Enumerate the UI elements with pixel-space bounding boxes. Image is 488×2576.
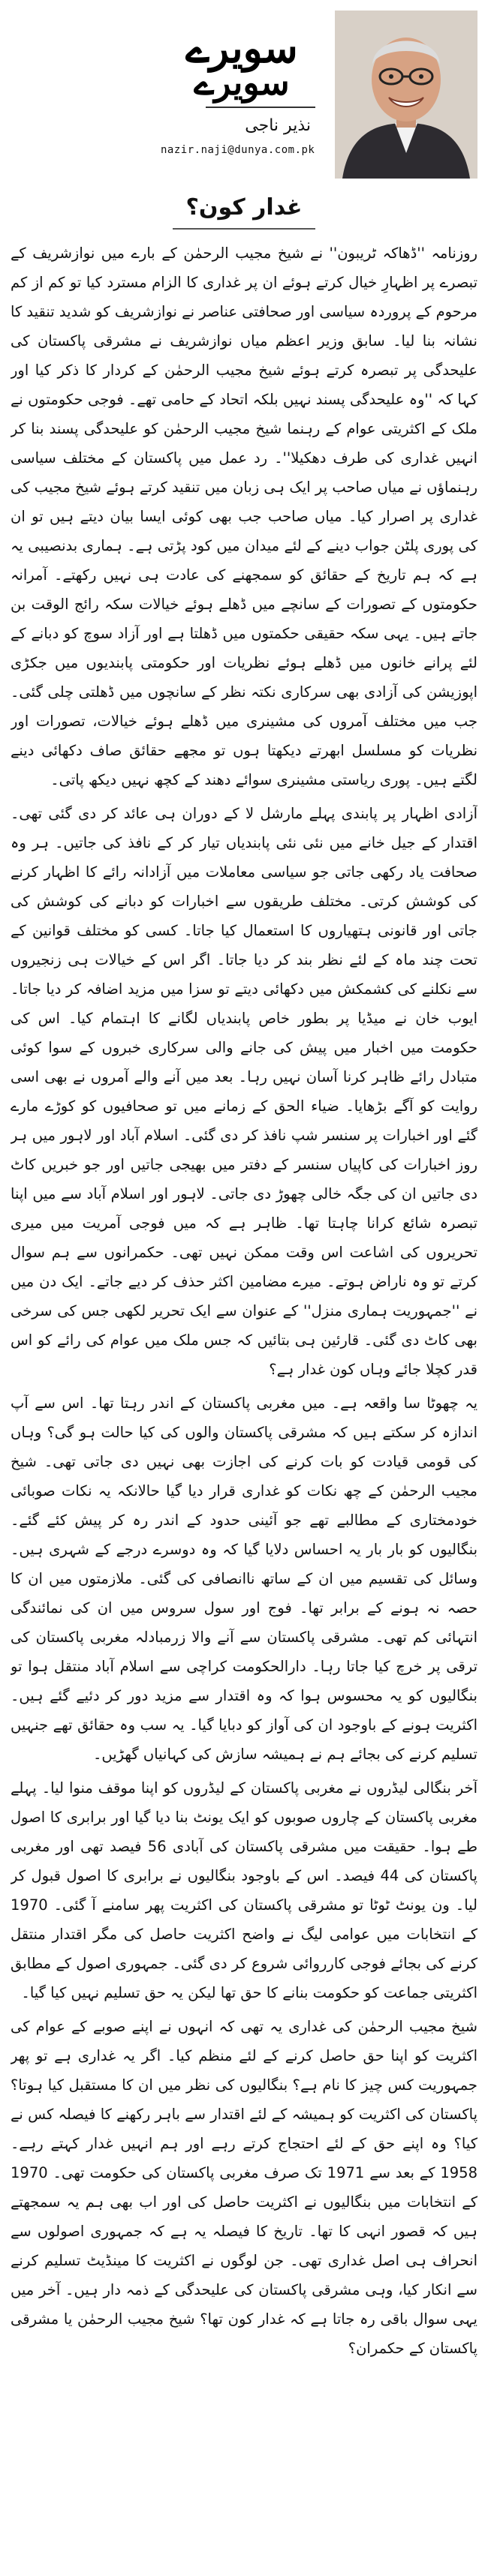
brand-divider [206, 107, 315, 108]
author-email[interactable]: nazir.naji@dunya.com.pk [161, 144, 315, 156]
column-header [0, 0, 488, 185]
article-paragraph: یہ چھوٹا سا واقعہ ہے۔ میں مغربی پاکستان کے اندر رہتا تھا۔ اس سے آپ اندازہ کر سکتے ہیں کہ مشرقی پاکستان والوں کی کیا حالت ہو گی؟ وہاں کی قومی قیادت کو بات کرنے کی اجازت بھی نہیں دی جاتی تھی۔ شیخ مجیب الرحمٰن کے چھ نکات کو غداری قرار دیا گیا حالانکہ یہ نکات صوبائی خودمختاری کے مطالبے تھے جو آئینی حدود کے اندر رہ کر پیش کئے گئے۔ بنگالیوں کو بار بار یہ احساس دلایا گیا کہ وہ دوسرے درجے کے شہری ہیں۔ وسائل کی تقسیم میں ان کے ساتھ ناانصافی کی گئی۔ ملازمتوں میں ان کا حصہ نہ ہونے کے برابر تھا۔ فوج اور سول سروس میں ان کی نمائندگی انتہائی کم تھی۔ مشرقی پاکستان سے آنے والا زرمبادلہ مغربی پاکستان کی ترقی پر خرچ کیا جاتا رہا۔ دارالحکومت کراچی سے اسلام آباد منتقل ہوا تو بنگالیوں کو یہ محسوس ہوا کہ وہ اقتدار سے مزید دور کر دئیے گئے ہیں۔ اکثریت ہونے کے باوجود ان کی آواز کو دبایا گیا۔ یہ سب وہ حقائق تھے جنہیں تسلیم کرنے کی بجائے ہم نے ہمیشہ سازش کی کہانیاں گھڑیں۔ [11, 1395, 477, 1763]
author-portrait-icon [335, 11, 477, 179]
column-name-line1: سویرے [185, 24, 298, 72]
title-divider [173, 228, 315, 230]
author-name: نذیر ناجی [245, 116, 311, 135]
article-paragraph: آخر بنگالی لیڈروں نے مغربی پاکستان کے لیڈروں کو اپنا موقف منوا لیا۔ پہلے مغربی پاکستان کے چاروں صوبوں کو ایک یونٹ بنا دیا گیا اور برابری کا اصول طے ہوا۔ حقیقت میں مشرقی پاکستان کی آبادی 56 فیصد تھی اور مغربی پاکستان کی 44 فیصد۔ اس کے باوجود بنگالیوں نے برابری کا اصول قبول کر لیا۔ ون یونٹ ٹوٹا تو مشرقی پاکستان کی اکثریت پھر سامنے آ گئی۔ 1970 کے انتخابات میں عوامی لیگ نے واضح اکثریت حاصل کی مگر اقتدار منتقل کرنے کی بجائے فوجی کارروائی شروع کر دی گئی۔ جمہوری اصول کے مطابق اکثریتی جماعت کو حکومت بنانے کا حق تھا لیکن یہ حق تسلیم نہیں کیا گیا۔ [11, 1779, 477, 2001]
article-paragraph: آزادی اظہار پر پابندی پہلے مارشل لا کے دوران ہی عائد کر دی گئی تھی۔ اقتدار کے جیل خانے میں نئی نئی پابندیاں تیار کر کے نافذ کی جاتیں۔ ہر وہ صحافت یاد رکھی جاتی جو سیاسی معاملات میں آزادانہ رائے کا اظہار کرنے کی کوشش کرتی۔ مختلف طریقوں سے اخبارات کو دبانے کی کوشش کی جاتی اور قانونی ہتھیاروں کا استعمال کیا جاتا۔ کسی کو مختلف قوانین کے تحت چند ماہ کے لئے نظر بند کر دیا جاتا۔ اگر اس کے خیالات ہی زنجیروں سے نکلنے کی کشمکش میں دکھائی دیتے تو سزا میں مزید اضافہ کر دیا جاتا۔ ایوب خان نے میڈیا پر بطور خاص پابندیاں لگانے کا اہتمام کیا۔ اس کی حکومت میں اخبار میں پیش کی جانے والی سرکاری خبروں کے سوا کوئی متبادل رائے ظاہر کرنا آسان نہیں رہا۔ بعد میں آنے والے آمروں نے بھی اسی روایت کو آگے بڑھایا۔ ضیاء الحق کے زمانے میں تو صحافیوں کو کوڑے مارے گئے اور اخبارات پر سنسر شپ نافذ کر دی گئی۔ اسلام آباد اور لاہور میں ہر روز اخبارات کی کاپیاں سنسر کے دفتر میں بھیجی جاتیں اور جو خبریں کاٹ دی جاتیں ان کی جگہ خالی چھوڑ دی جاتی۔ لاہور اور اسلام آباد سے میں اپنا تبصرہ شائع کرانا چاہتا تھا۔ ظاہر ہے کہ میں فوجی آمریت میں میری تحریروں کی اشاعت اس وقت ممکن نہیں تھی۔ حکمرانوں سے ہم سوال کرتے تو وہ ناراض ہوتے۔ میرے مضامین اکثر حذف کر دیے جاتے۔ ایک دن میں نے ''جمہوریت ہماری منزل'' کے عنوان سے ایک تحریر لکھی جس کی سرخی بھی کاٹ دی گئی۔ قارئین ہی بتائیں کہ جس ملک میں عوام کی رائے کو اس قدر کچلا جائے وہاں کون غدار ہے؟ [11, 805, 477, 1378]
column-name-line2: سویرے [194, 62, 290, 103]
article-body [11, 239, 477, 2564]
column-branding [161, 11, 323, 179]
article-paragraph: روزنامہ ''ڈھاکہ ٹریبون'' نے شیخ مجیب الرحمٰن کے بارے میں نوازشریف کے تبصرے پر اظہارِ خیال کرتے ہوئے ان پر غداری کا الزام مسترد کیا تو کم از کم مرحوم کے پروردہ سیاسی اور صحافتی عناصر نے نوازشریف کو شدید تنقید کا نشانہ بنا لیا۔ سابق وزیر اعظم میاں نوازشریف نے مشرقی پاکستان کی علیحدگی پر تبصرہ کرتے ہوئے شیخ مجیب الرحمٰن کے کردار کا ذکر کیا اور کہا کہ ''وہ علیحدگی پسند نہیں بلکہ اتحاد کے حامی تھے۔ فوجی حکومتوں نے ملک کے اکثریتی عوام کے رہنما شیخ مجیب الرحمٰن کو علیحدگی پسند بنا کر انہیں غداری کی طرف دھکیلا''۔ رد عمل میں پاکستان کے مختلف سیاسی رہنماؤں نے میاں صاحب پر ایک ہی زبان میں تنقید کرتے ہوئے شیخ مجیب کی غداری پر اصرار کیا۔ میاں صاحب جب بھی کوئی ایسا بیان دیتے ہیں تو ان کی پوری پلٹن جواب دینے کے لئے میدان میں کود پڑتی ہے۔ ہماری بدنصیبی یہ ہے کہ ہم تاریخ کے حقائق کو سمجھنے کی عادت ہی نہیں رکھتے۔ آمرانہ حکومتوں کے تصورات کے سانچے میں ڈھلے ہوئے خیالات سکہ رائج الوقت بن جاتے ہیں۔ یہی سکہ حقیقی حکمتوں میں ڈھلتا ہے اور آزاد سوچ کو دبانے کے لئے پرانے خانوں میں ڈھلے ہوئے نظریات اور حکومتی پابندیوں میں جکڑی اپوزیشن کی آزادی بھی سرکاری نکتہ نظر کے سانچوں میں ڈھلتی چلی گئی۔ جب میں مختلف آمروں کی مشینری میں ڈھلے ہوئے خیالات، تصورات اور نظریات کو مسلسل ابھرتے دیکھتا ہوں تو مجھے حقائق صاف دکھائی دینے لگتے ہیں۔ پوری ریاستی مشینری سوائے دھند کے کچھ نہیں دیکھ پاتی۔ [11, 245, 477, 788]
article-paragraph: شیخ مجیب الرحمٰن کی غداری یہ تھی کہ انہوں نے اپنے صوبے کے عوام کی اکثریت کو اپنا حق حاصل کرنے کے لئے منظم کیا۔ اگر یہ غداری ہے تو پھر جمہوریت کس چیز کا نام ہے؟ بنگالیوں کی نظر میں ان کا مستقبل کیا ہوتا؟ پاکستان کی اکثریت کو ہمیشہ کے لئے اقتدار سے باہر رکھنے کا فیصلہ کس نے کیا؟ وہ اپنے حق کے لئے احتجاج کرتے رہے اور ہم انہیں غدار کہتے رہے۔ 1958 کے بعد سے 1971 تک صرف مغربی پاکستان کی حکومت تھی۔ 1970 کے انتخابات میں بنگالیوں نے اکثریت حاصل کی اور اب بھی ہم یہ سمجھتے ہیں کہ قصور انہی کا تھا۔ تاریخ کا فیصلہ یہ ہے کہ جمہوری اصولوں سے انحراف ہی اصل غداری تھی۔ جن لوگوں نے اکثریت کا مینڈیٹ تسلیم کرنے سے انکار کیا، وہی مشرقی پاکستان کی علیحدگی کے ذمہ دار ہیں۔ آخر میں یہی سوال باقی رہ جاتا ہے کہ غدار کون تھا؟ شیخ مجیب الرحمٰن یا مشرقی پاکستان کے حکمران؟ [11, 2018, 477, 2357]
article-title: غدار کون؟ [185, 194, 303, 221]
author-photo [335, 11, 477, 179]
